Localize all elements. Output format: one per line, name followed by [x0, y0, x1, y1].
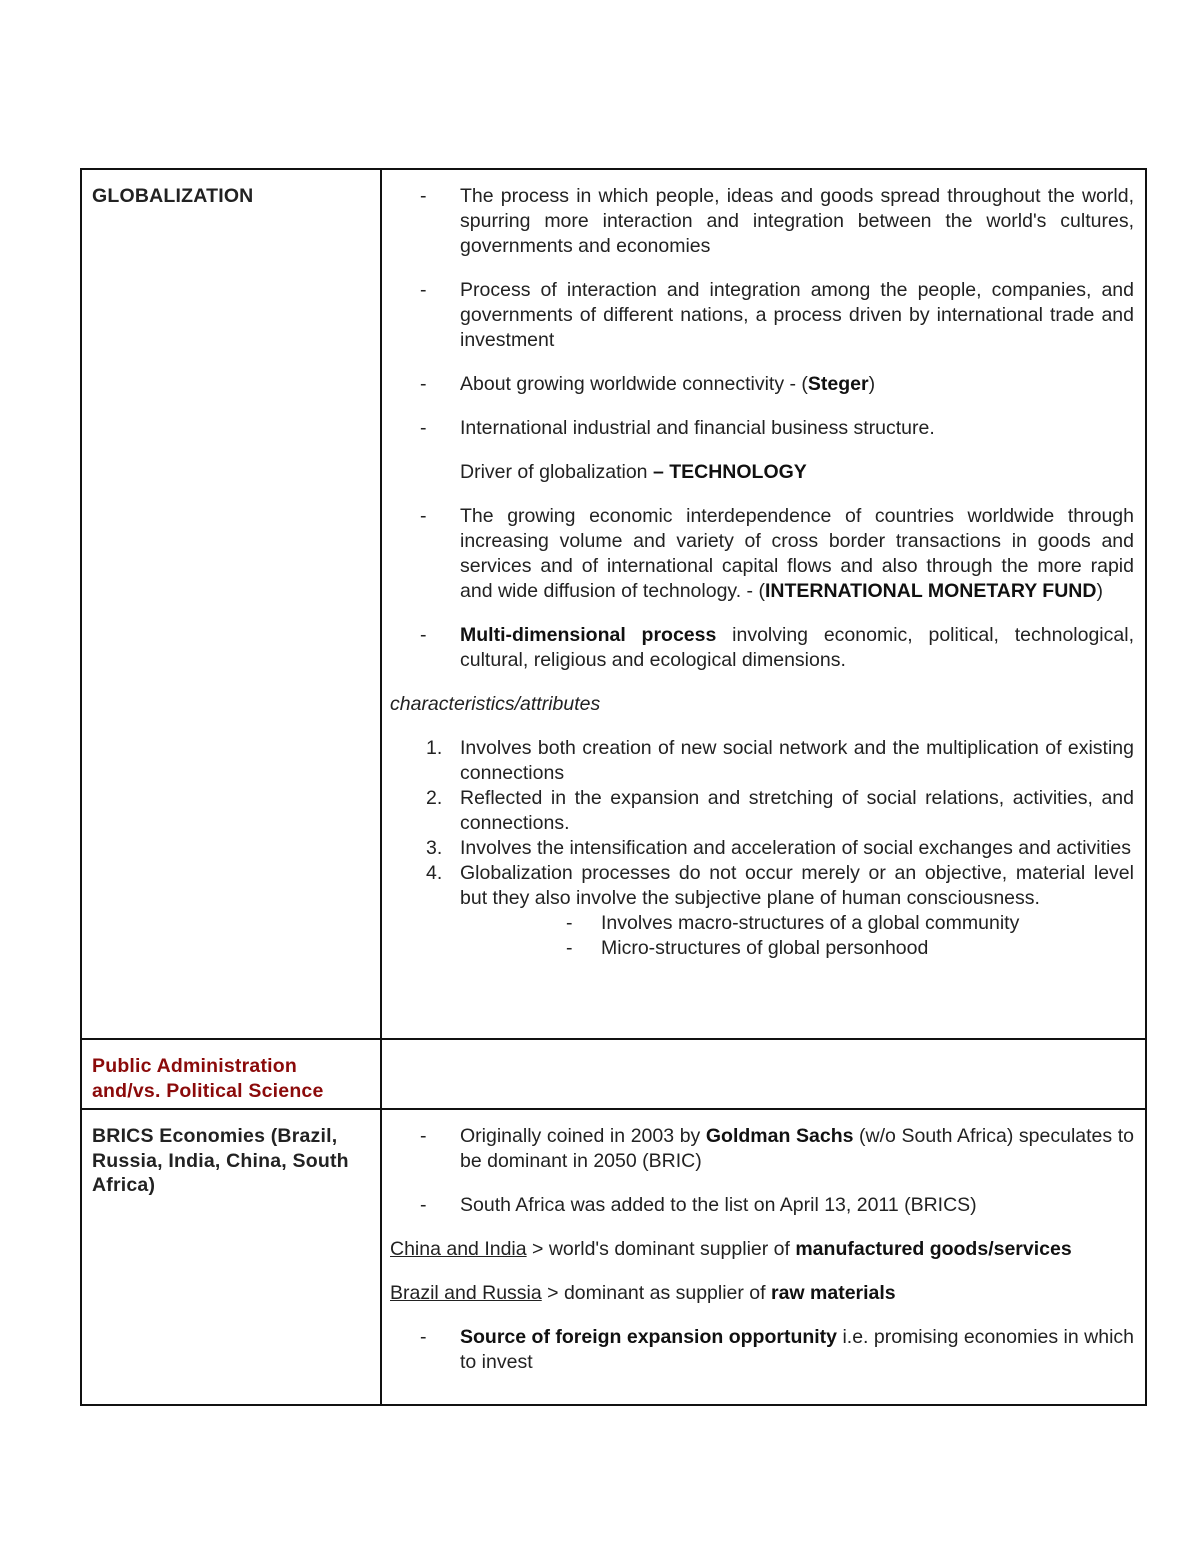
list-item: - South Africa was added to the list on April 13, 2011 (BRICS) [390, 1193, 1134, 1218]
dash-marker: - [420, 505, 427, 527]
list-item: - International industrial and financial business structure. [390, 416, 1134, 441]
list-item: - The process in which people, ideas and goods spread throughout the world, spurring more interaction and integration between the world's cultures, governments and economies [390, 184, 1134, 259]
dash-marker: - [420, 1125, 427, 1147]
table-row [81, 1039, 1146, 1109]
table-row [81, 1109, 1146, 1405]
list-item: - The growing economic interdependence of countries worldwide through increasing volume and variety of cross border transactions in goods and services and of international capital flows and also through the more rapid and wide diffusion of technology. - (INTERNATIONAL MONETARY FUND) [390, 504, 1134, 604]
list-item: 4. Globalization processes do not occur merely or an objective, material level but they also involve the subjective plane of human consciousness. [426, 862, 1134, 909]
dash-marker: - [420, 1326, 427, 1348]
list-item: 1. Involves both creation of new social network and the multiplication of existing connections [426, 737, 1134, 784]
dash-marker: - [420, 373, 427, 395]
list-item: - Process of interaction and integration among the people, companies, and governments of different nations, a process driven by international trade and investment [390, 278, 1134, 353]
definition-globalization [381, 169, 1146, 1039]
list-item: - Source of foreign expansion opportunity i.e. promising economies in which to invest [390, 1325, 1134, 1375]
china-india-note: China and India > world's dominant supplier of manufactured goods/services [390, 1238, 1072, 1260]
sub-list-item: - Micro-structures of global personhood [566, 937, 929, 959]
list-item: 2. Reflected in the expansion and stretching of social relations, activities, and connections. [426, 787, 1134, 834]
definition-brics [381, 1109, 1146, 1405]
dash-marker: - [420, 185, 427, 207]
notes-table [80, 168, 1147, 1406]
list-item: - Originally coined in 2003 by Goldman Sachs (w/o South Africa) speculates to be dominant in 2050 (BRIC) [390, 1124, 1134, 1174]
driver-note: Driver of globalization – TECHNOLOGY [460, 461, 807, 483]
sub-list-item: - Involves macro-structures of a global community [566, 912, 1020, 934]
list-item: - Multi-dimensional process involving economic, political, technological, cultural, religious and ecological dimensions. [390, 623, 1134, 673]
list-item: - About growing worldwide connectivity - (Steger) [390, 372, 1134, 397]
dash-marker: - [420, 417, 427, 439]
definition-public-administration [381, 1039, 1146, 1109]
term-public-administration: Public Administration and/vs. Political Science [81, 1039, 381, 1109]
list-item: 3. Involves the intensification and acceleration of social exchanges and activities [426, 837, 1131, 859]
dash-marker: - [420, 279, 427, 301]
dash-marker: - [420, 624, 427, 646]
table-row [81, 169, 1146, 1039]
characteristics-heading: characteristics/attributes [390, 693, 601, 715]
brazil-russia-note: Brazil and Russia > dominant as supplier of raw materials [390, 1282, 896, 1304]
term-brics: BRICS Economies (Brazil, Russia, India, China, South Africa) [81, 1109, 381, 1405]
characteristics-list [390, 736, 1134, 961]
dash-marker: - [420, 1194, 427, 1216]
term-globalization: GLOBALIZATION [81, 169, 381, 1039]
